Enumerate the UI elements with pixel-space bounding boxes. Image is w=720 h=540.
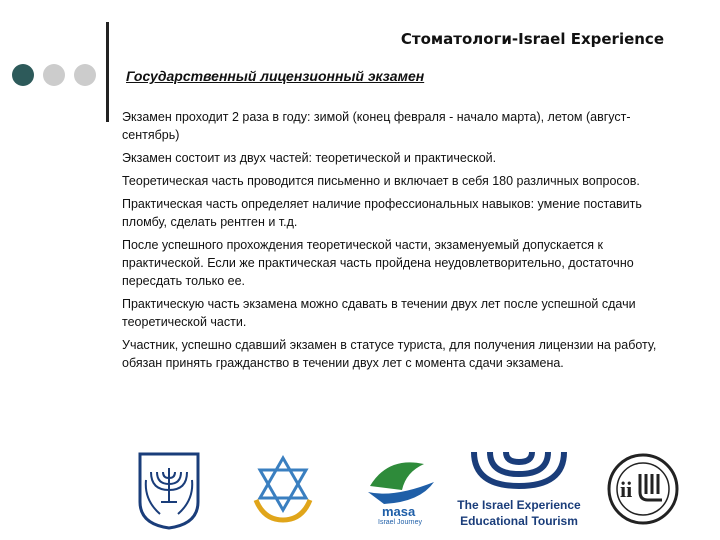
round-seal-logo: [606, 452, 680, 526]
israel-experience-line1: The Israel Experience: [457, 498, 581, 512]
paragraph: Экзамен проходит 2 раза в году: зимой (конец февраля - начало марта), летом (август-сентябрь): [122, 110, 631, 142]
israel-emblem-logo: [134, 450, 204, 530]
paragraph: Участник, успешно сдавший экзамен в статусе туриста, для получения лицензии на работу, обязан принять гражданство в течении двух лет с момента сдачи экзамена.: [122, 338, 657, 370]
masa-name: masa: [382, 504, 416, 519]
paragraph: Практическую часть экзамена можно сдавать в течении двух лет после успешной сдачи теоретической части.: [122, 297, 636, 329]
israel-experience-logo: [454, 446, 584, 530]
section-heading: Государственный лицензионный экзамен: [126, 68, 425, 84]
paragraph: Практическая часть определяет наличие профессиональных навыков: умение поставить пломбу, сделать рентген и т.д.: [122, 197, 642, 229]
paragraph: Экзамен состоит из двух частей: теоретической и практической.: [122, 151, 497, 165]
svg-text:ii: ii: [620, 477, 633, 502]
paragraph: Теоретическая часть проводится письменно и включает в себя 180 различных вопросов.: [122, 174, 640, 188]
vertical-divider: [106, 22, 109, 122]
dot-1: [12, 64, 34, 86]
logo-strip: [120, 440, 700, 535]
masa-logo: [364, 454, 440, 528]
decorative-dots: [12, 64, 96, 86]
star-of-david-logo: [250, 454, 316, 526]
dot-3: [74, 64, 96, 86]
dot-2: [43, 64, 65, 86]
page-title: Стоматологи-Israel Experience: [400, 30, 664, 48]
israel-experience-line2: Educational Tourism: [460, 514, 578, 528]
masa-tagline: Israel Journey: [378, 519, 422, 526]
body-text: [122, 108, 667, 377]
paragraph: После успешного прохождения теоретической части, экзаменуемый допускается к практической. Если же практическая часть пройдена неудовлетворительно, достаточно пересдать только ее.: [122, 238, 634, 288]
